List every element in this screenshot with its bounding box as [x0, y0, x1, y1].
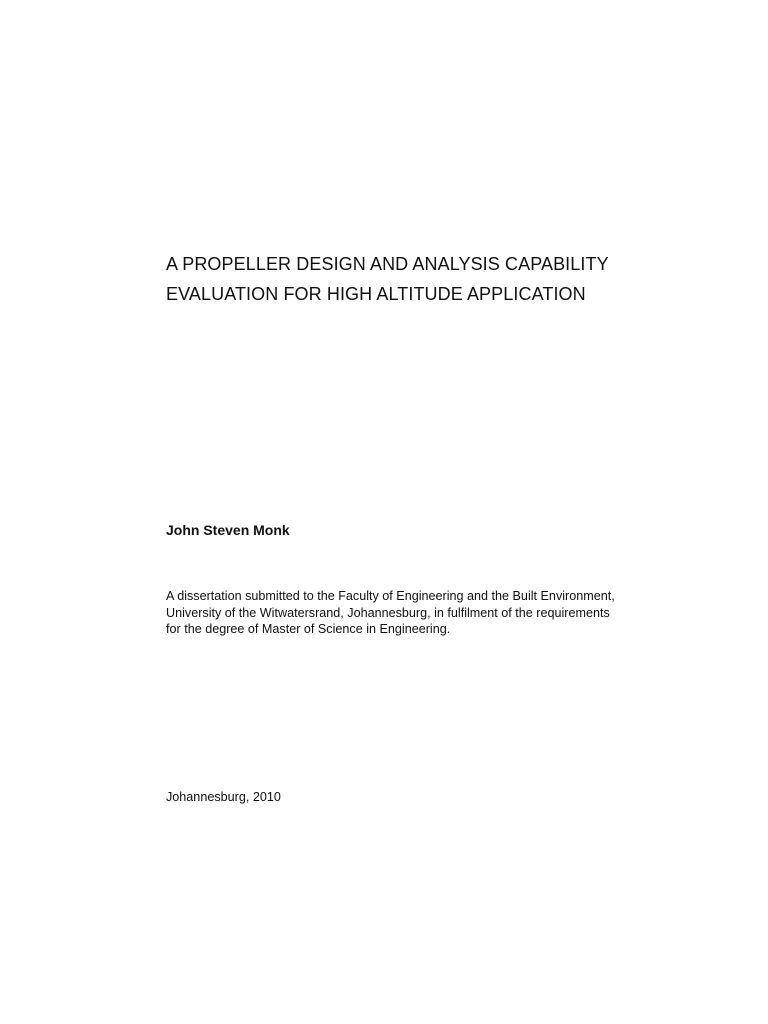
statement-line: for the degree of Master of Science in Engineering.	[166, 622, 451, 636]
author-name: John Steven Monk	[166, 522, 290, 538]
place-and-date: Johannesburg, 2010	[166, 790, 281, 804]
title-line: EVALUATION FOR HIGH ALTITUDE APPLICATION	[166, 284, 586, 304]
submission-statement	[166, 588, 636, 638]
statement-line: A dissertation submitted to the Faculty of Engineering and the Built Environment,	[166, 589, 615, 603]
statement-line: University of the Witwatersrand, Johannesburg, in fulfilment of the requirements	[166, 605, 610, 620]
dissertation-title	[166, 249, 666, 309]
title-line: A PROPELLER DESIGN AND ANALYSIS CAPABILITY	[166, 254, 609, 274]
